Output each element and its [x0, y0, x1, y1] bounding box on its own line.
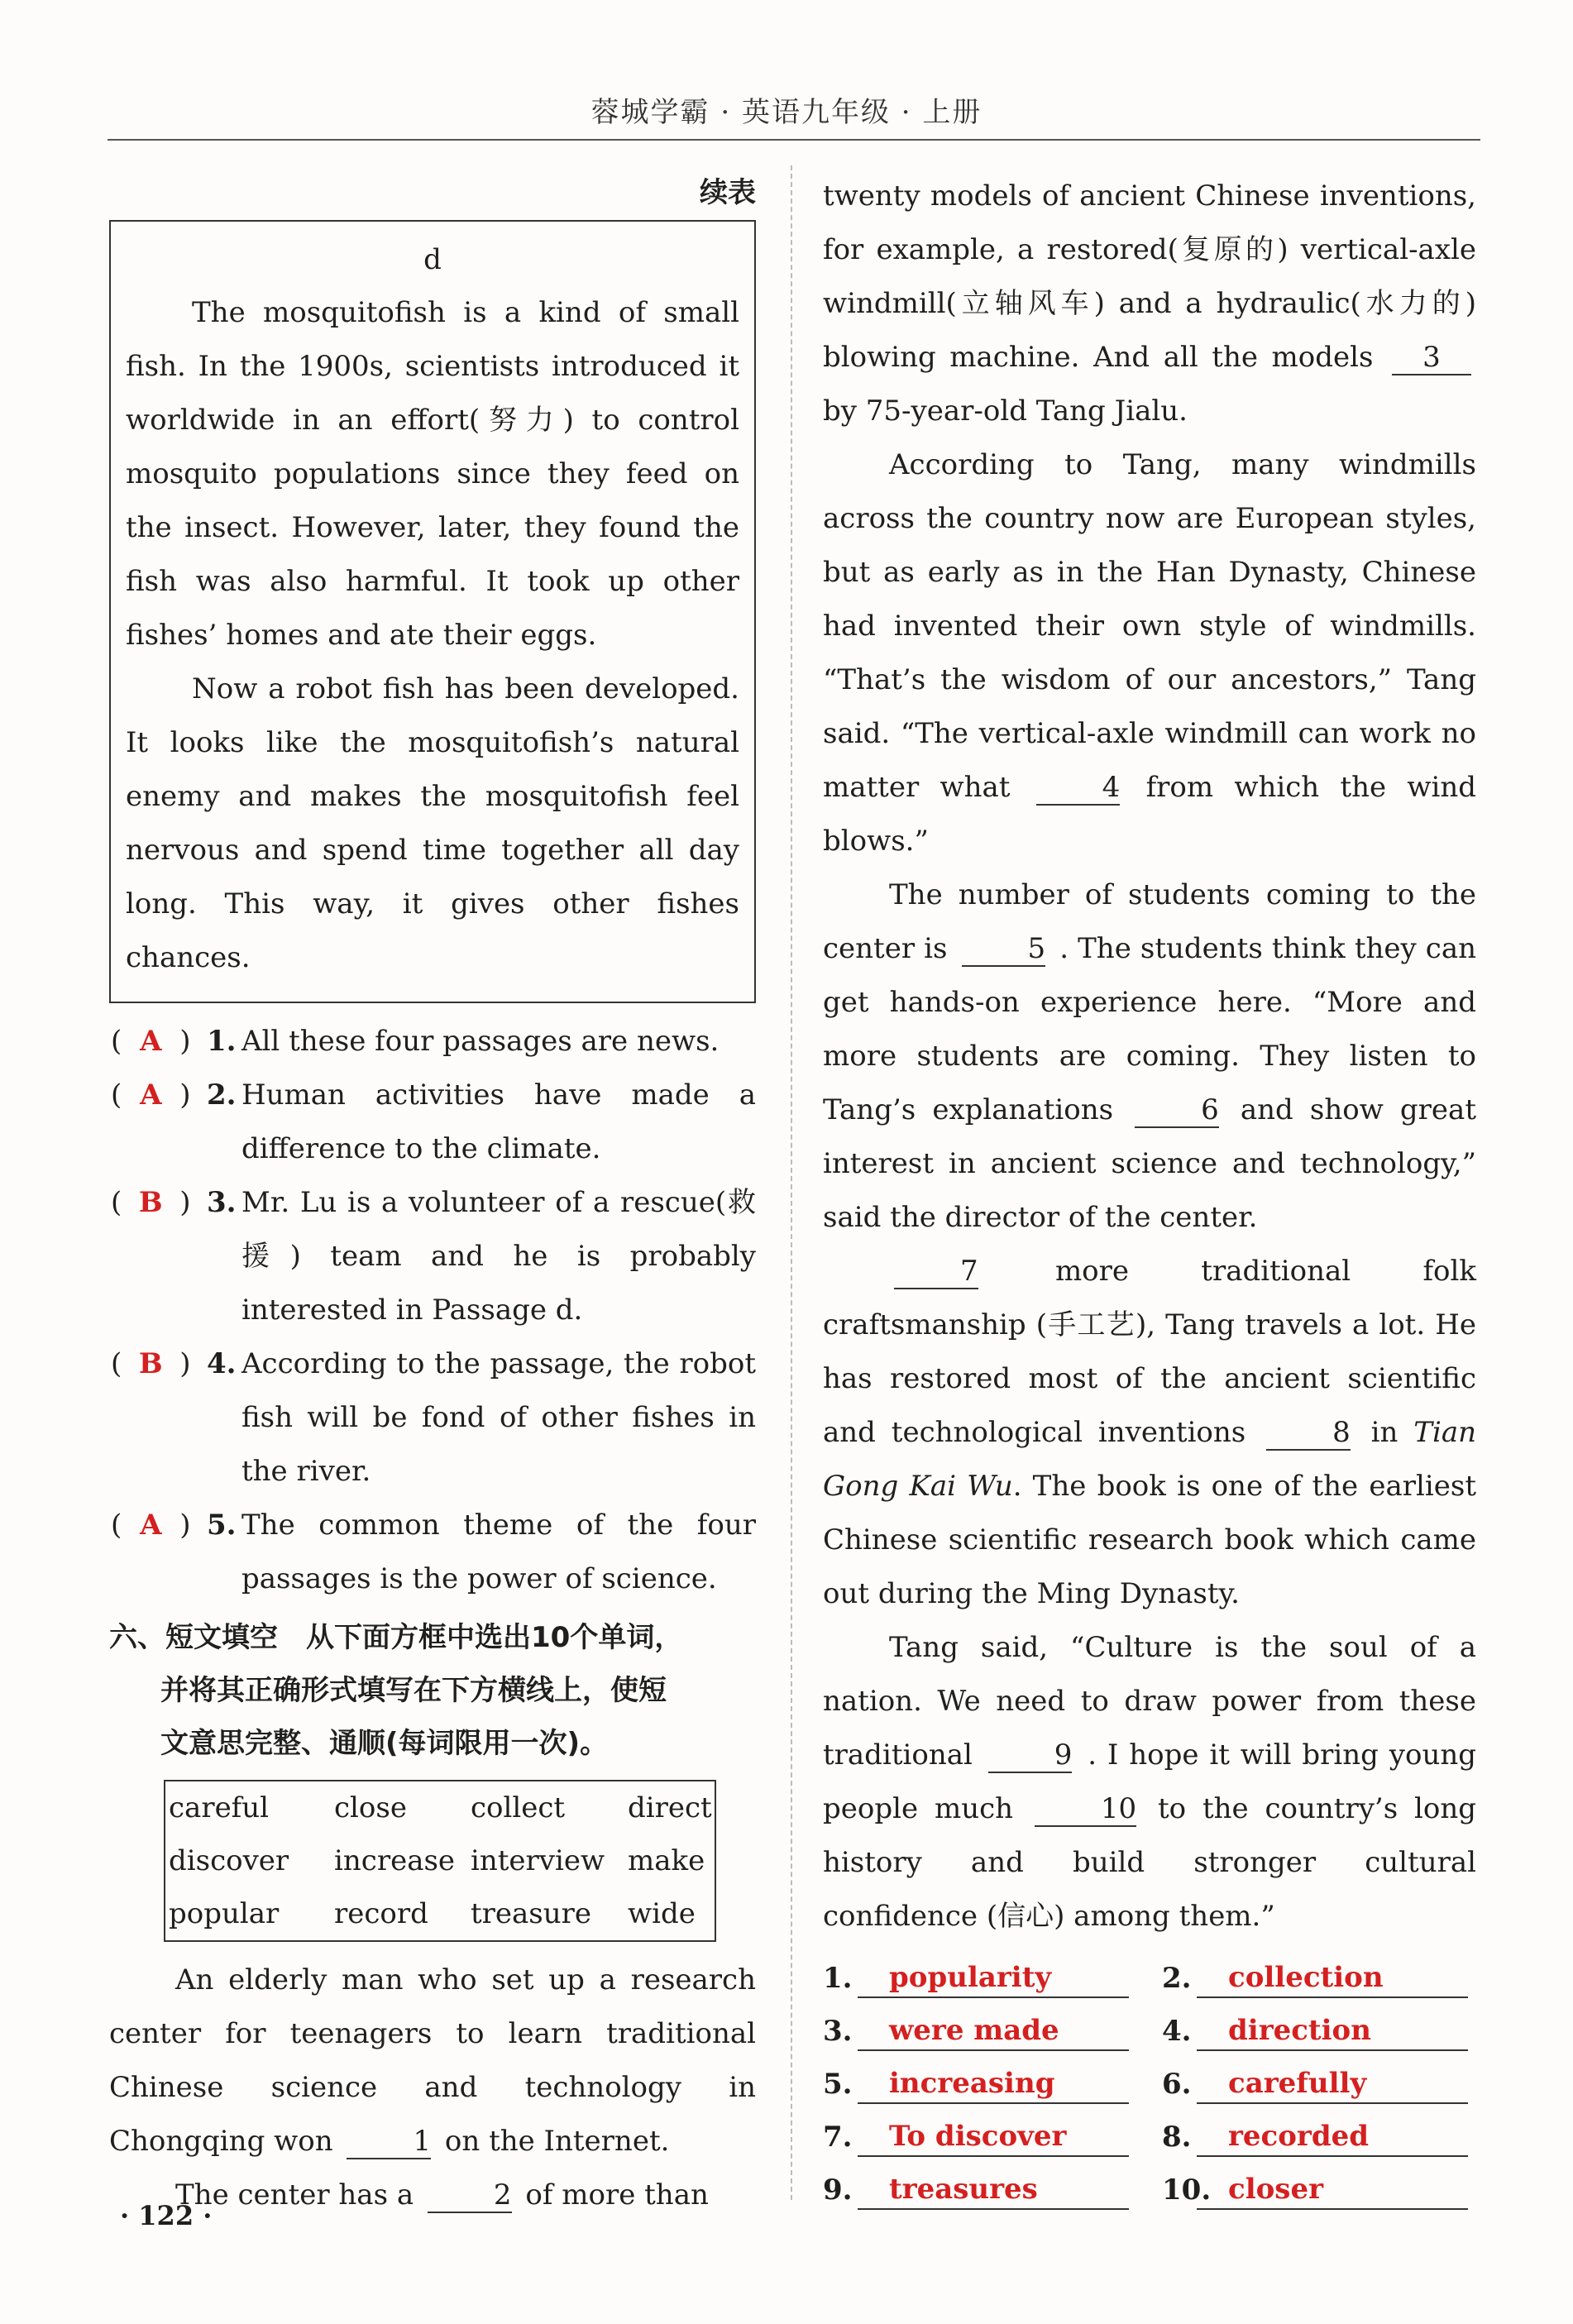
cloze-blank: 1 [347, 2125, 431, 2159]
cloze-paragraph: An elderly man who set up a research center for teenagers to learn traditional Chinese science and technology in Chongqing won 1 on the Internet. [109, 1963, 756, 2158]
answer-text: increasing [858, 2064, 1129, 2104]
answer-letter: A [140, 1025, 162, 1058]
word-bank-item: make [628, 1844, 705, 1877]
answer-item: 10. closer [1162, 2164, 1476, 2216]
cloze-blank: 9 [988, 1738, 1073, 1773]
book-title: Tian Gong Kai Wu [823, 1416, 1476, 1503]
answer-item: 1. popularity [823, 1952, 1162, 2005]
cloze-paragraph: twenty models of ancient Chinese inventions, for example, a restored(复原的) vertical-axle windmill(立轴风车) and a hydraulic(水力的) blowing machine. And all the models 3 by 75-year-old Tang Jialu. [823, 179, 1476, 428]
question-number: 1. [207, 1025, 237, 1058]
answer-text: treasures [858, 2170, 1129, 2210]
question-text: Human activities have made a difference to the climate. [241, 1078, 756, 1165]
question-item: ( B ) 4. According to the passage, the robot fish will be fond of other fishes in the river. [109, 1337, 756, 1499]
word-bank-item: treasure [471, 1897, 592, 1930]
cloze-blank: 6 [1135, 1093, 1219, 1128]
left-column [109, 170, 756, 2222]
answer-item: 9. treasures [823, 2164, 1162, 2216]
page-header: 蓉城学霸 · 英语九年级 · 上册 [590, 96, 983, 129]
section-title: 六、短文填空 从下面方框中选出10个单词， 并将其正确形式填写在下方横线上，使短 文意思完整、通顺(每词限用一次)。 [109, 1621, 683, 1760]
question-text: According to the passage, the robot fish will be fond of other fishes in the river. [241, 1347, 756, 1488]
page-number: · 122 · [120, 2200, 213, 2231]
answer-item: 4. direction [1162, 2005, 1476, 2058]
passage-paragraph: Now a robot fish has been developed. It looks like the mosquitofish’s natural enemy and makes the mosquitofish feel nervous and spend time together all day long. This way, it gives other fishes chances. [126, 672, 739, 974]
answer-text: were made [858, 2011, 1129, 2051]
cloze-paragraph: Tang said, “Culture is the soul of a nation. We need to draw power from these traditional 9 . I hope it will bring young people much 10 to the country’s long history and build stronger cultural confidence (信心) among them.” [823, 1631, 1477, 1933]
right-column [823, 170, 1476, 2216]
word-bank [164, 1780, 716, 1942]
cloze-blank: 10 [1035, 1792, 1136, 1827]
question-item: ( B ) 3. Mr. Lu is a volunteer of a rescue(救援) team and he is probably interested in Passage d. [109, 1176, 756, 1337]
cloze-paragraph: The number of students coming to the center is 5 . The students think they can get hands-on experience here. “More and more students are coming. They listen to Tang’s explanations 6 and show great interest in ancient science and technology,” said the director of the center. [823, 878, 1476, 1234]
answer-letter: B [138, 1347, 163, 1380]
question-number: 5. [207, 1509, 237, 1542]
answer-text: direction [1197, 2011, 1468, 2051]
answer-text: collection [1197, 1958, 1468, 1998]
answer-item: 3. were made [823, 2005, 1162, 2058]
question-text: The common theme of the four passages is the power of science. [241, 1509, 756, 1595]
cloze-blank: 2 [428, 2178, 512, 2213]
header-rule [108, 139, 1480, 141]
question-number: 2. [207, 1078, 237, 1112]
answer-item: 8. recorded [1162, 2111, 1476, 2164]
question-text: All these four passages are news. [241, 1025, 720, 1058]
cloze-paragraph: 7 more traditional folk craftsmanship (手工艺), Tang travels a lot. He has restored most of the ancient scientific and technological inventions 8 in Tian Gong Kai Wu. The book is one of the earliest Chinese scientific research book which came out during the Ming Dynasty. [823, 1255, 1476, 1610]
question-list [109, 1015, 756, 1606]
answer-item: 7. To discover [823, 2111, 1162, 2164]
word-bank-item: record [334, 1897, 428, 1930]
word-bank-item: discover [169, 1844, 289, 1877]
answer-text: closer [1197, 2170, 1468, 2210]
answer-letter: A [140, 1078, 162, 1112]
cloze-blank: 8 [1266, 1416, 1351, 1451]
answer-text: popularity [858, 1958, 1129, 1998]
passage-paragraph: The mosquitofish is a kind of small fish. In the 1900s, scientists introduced it worldwide in an effort(努力) to control mosquito populations since they feed on the insect. However, later, they found the fish was also harmful. It took up other fishes’ homes and ate their eggs. [126, 296, 739, 652]
answer-item: 6. carefully [1162, 2058, 1476, 2111]
word-bank-item: interview [471, 1844, 605, 1877]
cloze-paragraph: According to Tang, many windmills across the country now are European styles, but as early as in the Han Dynasty, Chinese had invented their own style of windmills. “That’s the wisdom of our ancestors,” Tang said. “The vertical-axle windmill can work no matter what 4 from which the wind blows.” [823, 448, 1477, 858]
answer-text: carefully [1197, 2064, 1468, 2104]
word-bank-item: increase [334, 1844, 456, 1877]
cloze-blank: 7 [894, 1255, 978, 1289]
word-bank-item: popular [169, 1897, 280, 1930]
answer-text: To discover [858, 2117, 1129, 2157]
answer-letter: A [140, 1509, 162, 1542]
word-bank-item: wide [628, 1897, 696, 1930]
question-item: ( A ) 2. Human activities have made a difference to the climate. [109, 1069, 756, 1176]
cloze-blank: 3 [1392, 341, 1471, 375]
answer-text: recorded [1197, 2117, 1468, 2157]
question-item: ( A ) 1. All these four passages are news. [109, 1015, 756, 1069]
cloze-blank: 5 [962, 932, 1046, 967]
question-number: 3. [207, 1186, 237, 1219]
cloze-blank: 4 [1036, 771, 1121, 806]
continued-label: 续表 [700, 176, 756, 209]
question-item: ( A ) 5. The common theme of the four passages is the power of science. [109, 1499, 756, 1606]
answer-grid [823, 1952, 1476, 2216]
answer-item: 5. increasing [823, 2058, 1162, 2111]
cloze-paragraph: The center has a 2 of more than [175, 2178, 709, 2212]
word-bank-item: direct [628, 1791, 712, 1824]
word-bank-item: careful [169, 1791, 270, 1824]
answer-letter: B [138, 1186, 163, 1219]
word-bank-item: collect [471, 1791, 566, 1824]
column-divider [791, 165, 792, 2200]
answer-item: 2. collection [1162, 1952, 1476, 2005]
passage-letter: d [423, 243, 442, 276]
question-text: Mr. Lu is a volunteer of a rescue(救援) team and he is probably interested in Passage d. [241, 1186, 756, 1327]
word-bank-item: close [334, 1791, 407, 1824]
question-number: 4. [207, 1347, 237, 1380]
passage-d-box [109, 220, 756, 1003]
